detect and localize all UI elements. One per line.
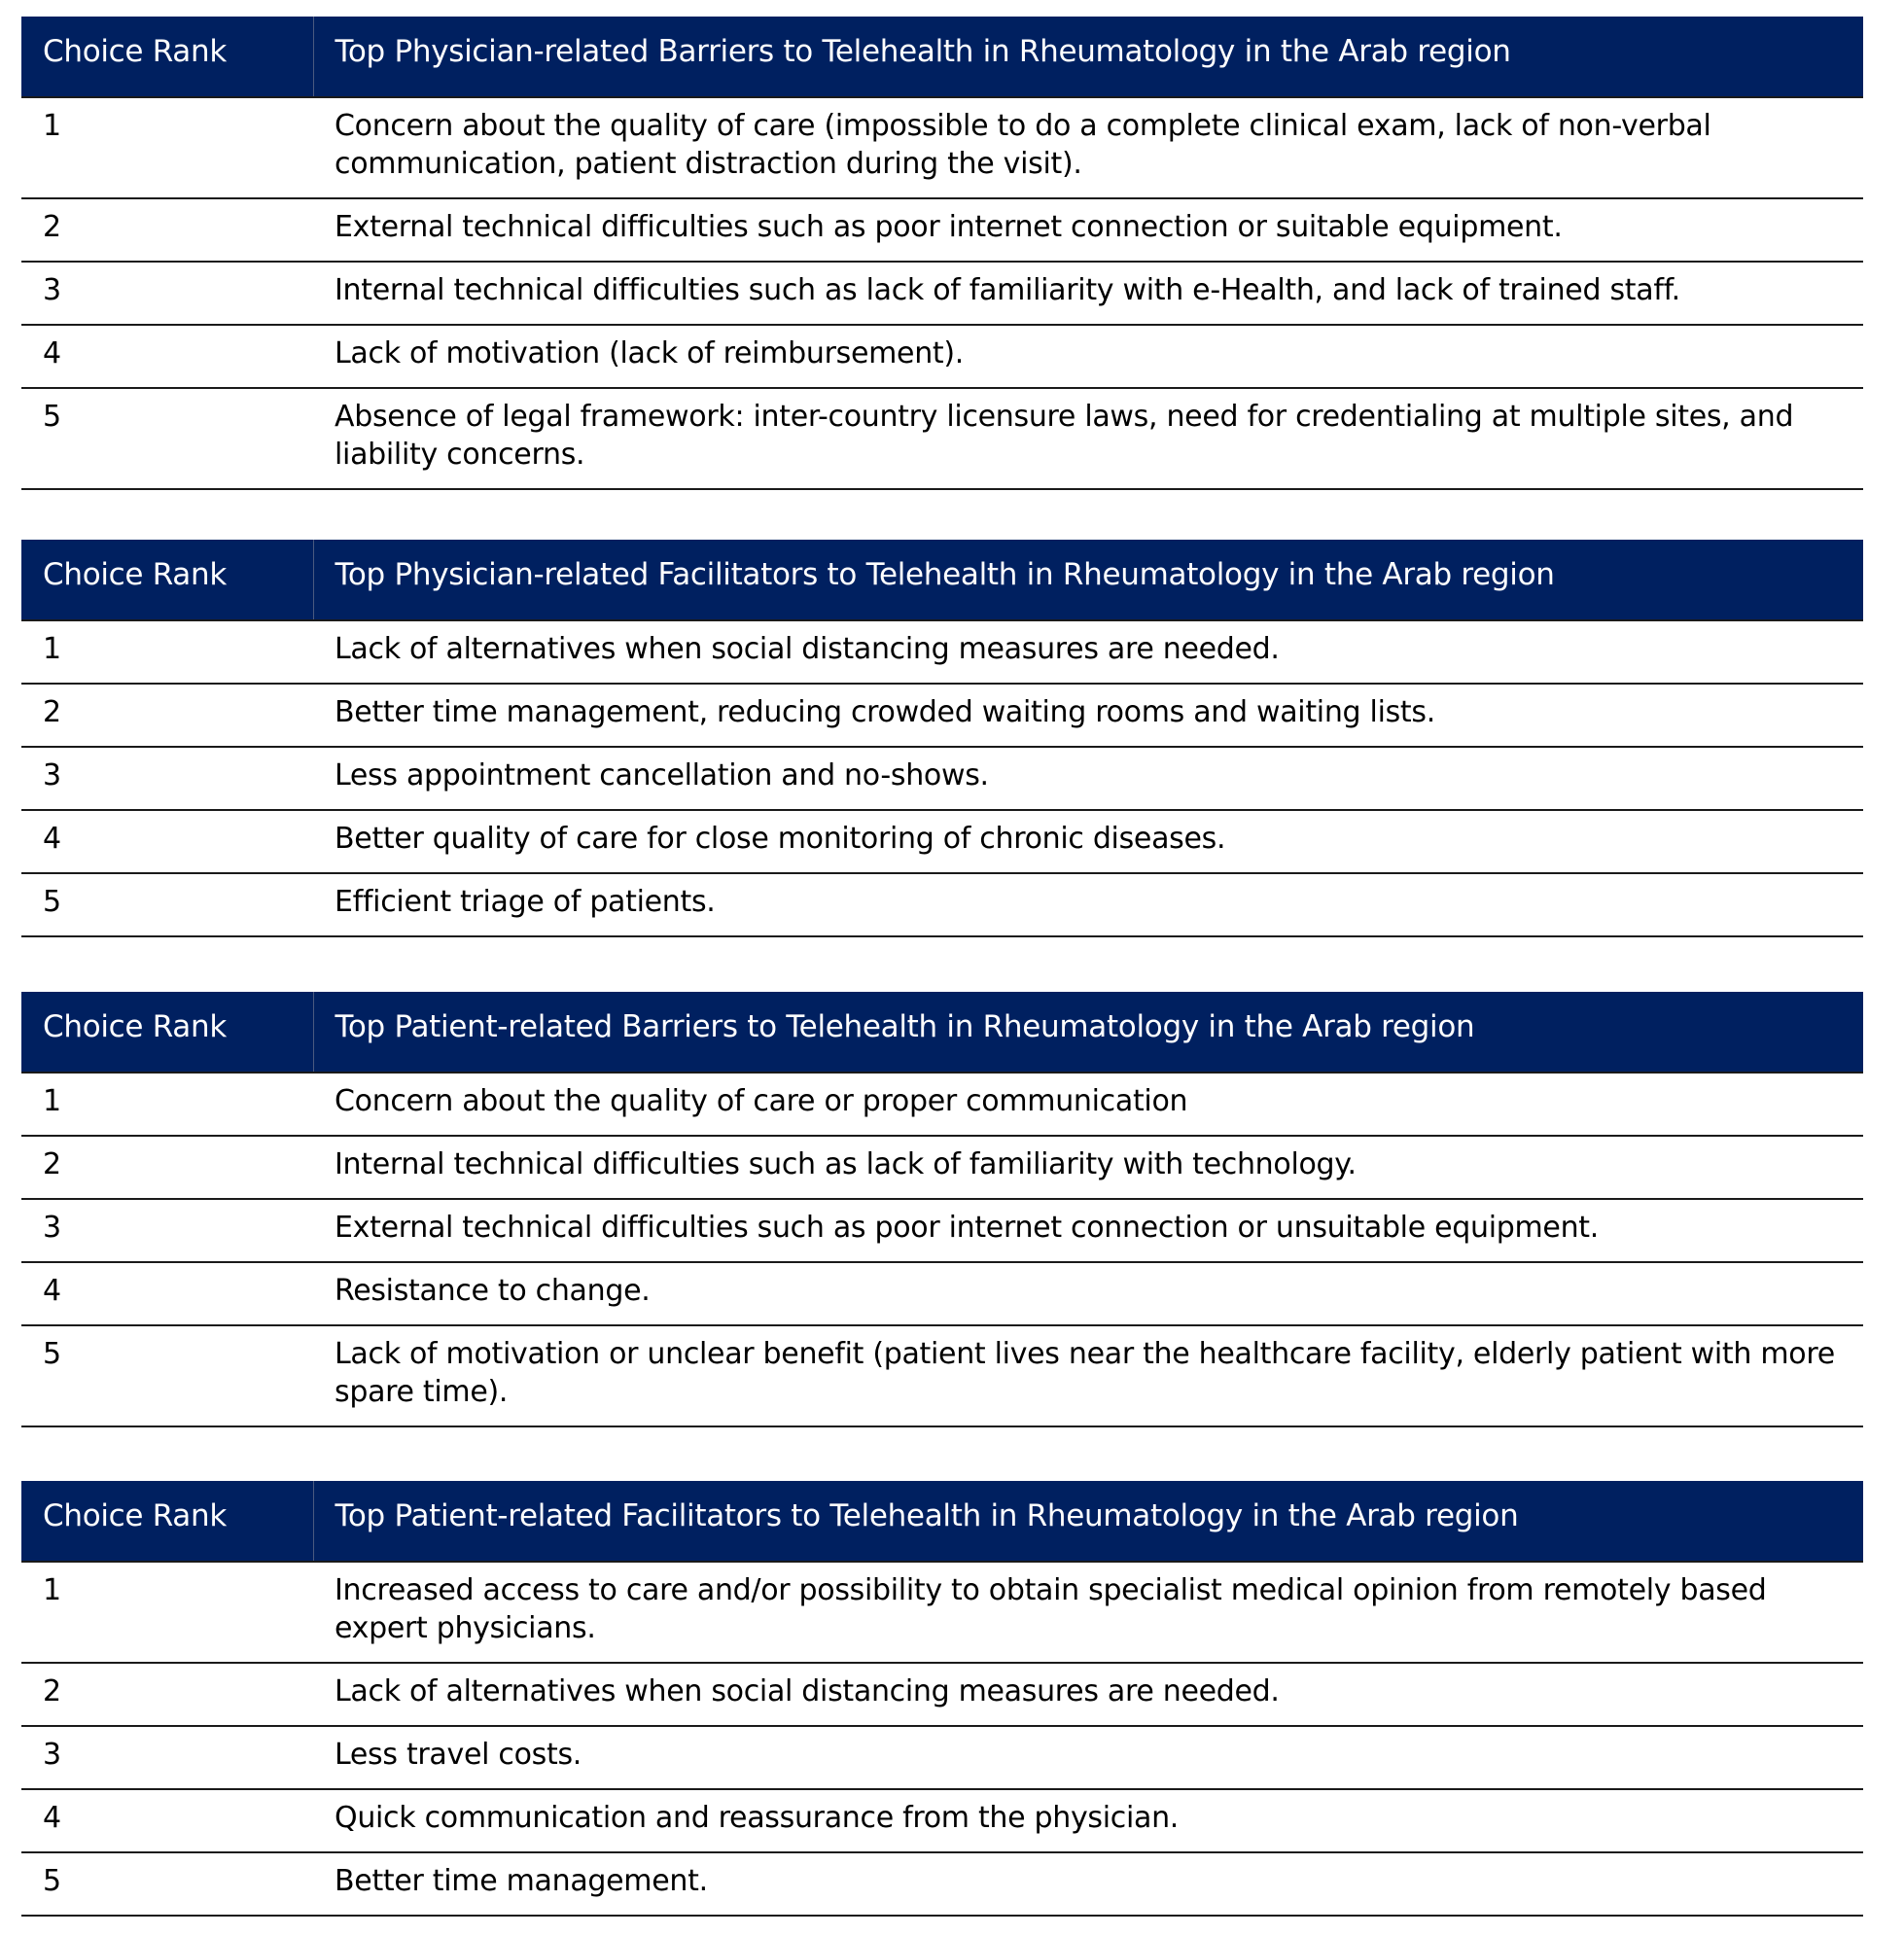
table-row bbox=[21, 620, 1863, 684]
table-row bbox=[21, 1789, 1863, 1852]
item-cell: Efficient triage of patients. bbox=[313, 873, 1863, 936]
table-row bbox=[21, 873, 1863, 936]
item-cell: Quick communication and reassurance from the physician. bbox=[313, 1789, 1863, 1852]
item-cell: Lack of motivation (lack of reimbursement). bbox=[313, 325, 1863, 388]
patient-barriers-table bbox=[21, 992, 1863, 1427]
item-cell: Lack of alternatives when social distancing measures are needed. bbox=[313, 1663, 1863, 1726]
table-row bbox=[21, 1136, 1863, 1199]
item-cell: Increased access to care and/or possibility to obtain specialist medical opinion from remotely based expert physicians. bbox=[313, 1562, 1863, 1663]
patient-facilitators-table bbox=[21, 1481, 1863, 1917]
header-row bbox=[21, 992, 1863, 1073]
item-cell: Internal technical difficulties such as lack of familiarity with technology. bbox=[313, 1136, 1863, 1199]
item-cell: Less appointment cancellation and no-shows. bbox=[313, 747, 1863, 810]
item-cell: Better time management, reducing crowded waiting rooms and waiting lists. bbox=[313, 684, 1863, 747]
rank-cell: 5 bbox=[21, 873, 313, 936]
item-cell: Concern about the quality of care (impossible to do a complete clinical exam, lack of non-verbal communication, patient distraction during the visit). bbox=[313, 97, 1863, 198]
item-cell: Less travel costs. bbox=[313, 1726, 1863, 1789]
item-cell: Better time management. bbox=[313, 1852, 1863, 1916]
rank-cell: 1 bbox=[21, 1562, 313, 1663]
rank-cell: 3 bbox=[21, 1199, 313, 1262]
table-row bbox=[21, 1663, 1863, 1726]
table-row bbox=[21, 388, 1863, 489]
item-cell: External technical difficulties such as poor internet connection or suitable equipment. bbox=[313, 198, 1863, 262]
rank-cell: 3 bbox=[21, 747, 313, 810]
table-row bbox=[21, 684, 1863, 747]
rank-cell: 4 bbox=[21, 325, 313, 388]
item-cell: Resistance to change. bbox=[313, 1262, 1863, 1325]
rank-cell: 2 bbox=[21, 1136, 313, 1199]
rank-cell: 4 bbox=[21, 1789, 313, 1852]
item-cell: Lack of alternatives when social distancing measures are needed. bbox=[313, 620, 1863, 684]
item-cell: Concern about the quality of care or proper communication bbox=[313, 1073, 1863, 1136]
physician-facilitators-table bbox=[21, 540, 1863, 937]
item-cell: Absence of legal framework: inter-country licensure laws, need for credentialing at multiple sites, and liability concerns. bbox=[313, 388, 1863, 489]
rank-cell: 1 bbox=[21, 97, 313, 198]
table-row bbox=[21, 810, 1863, 873]
rank-cell: 5 bbox=[21, 388, 313, 489]
table-title-header: Top Physician-related Facilitators to Telehealth in Rheumatology in the Arab region bbox=[313, 540, 1863, 620]
table-row bbox=[21, 1562, 1863, 1663]
header-row bbox=[21, 540, 1863, 620]
rank-cell: 2 bbox=[21, 1663, 313, 1726]
rank-cell: 2 bbox=[21, 684, 313, 747]
item-cell: Internal technical difficulties such as lack of familiarity with e-Health, and lack of trained staff. bbox=[313, 262, 1863, 325]
table-row bbox=[21, 1852, 1863, 1916]
table-row bbox=[21, 325, 1863, 388]
rank-cell: 2 bbox=[21, 198, 313, 262]
table-row bbox=[21, 1262, 1863, 1325]
physician-barriers-table bbox=[21, 17, 1863, 490]
rank-column-header: Choice Rank bbox=[21, 540, 313, 620]
rank-cell: 5 bbox=[21, 1325, 313, 1426]
table-row bbox=[21, 1325, 1863, 1426]
rank-cell: 4 bbox=[21, 810, 313, 873]
item-cell: External technical difficulties such as poor internet connection or unsuitable equipment. bbox=[313, 1199, 1863, 1262]
rank-column-header: Choice Rank bbox=[21, 1481, 313, 1562]
table-title-header: Top Patient-related Barriers to Telehealth in Rheumatology in the Arab region bbox=[313, 992, 1863, 1073]
table-row bbox=[21, 1199, 1863, 1262]
header-row bbox=[21, 1481, 1863, 1562]
header-row bbox=[21, 17, 1863, 97]
rank-cell: 1 bbox=[21, 1073, 313, 1136]
table-row bbox=[21, 1073, 1863, 1136]
rank-cell: 3 bbox=[21, 262, 313, 325]
table-title-header: Top Patient-related Facilitators to Telehealth in Rheumatology in the Arab region bbox=[313, 1481, 1863, 1562]
rank-cell: 5 bbox=[21, 1852, 313, 1916]
table-title-header: Top Physician-related Barriers to Telehealth in Rheumatology in the Arab region bbox=[313, 17, 1863, 97]
table-row bbox=[21, 262, 1863, 325]
table-row bbox=[21, 97, 1863, 198]
rank-column-header: Choice Rank bbox=[21, 17, 313, 97]
table-row bbox=[21, 747, 1863, 810]
rank-column-header: Choice Rank bbox=[21, 992, 313, 1073]
rank-cell: 4 bbox=[21, 1262, 313, 1325]
table-row bbox=[21, 198, 1863, 262]
item-cell: Better quality of care for close monitoring of chronic diseases. bbox=[313, 810, 1863, 873]
rank-cell: 1 bbox=[21, 620, 313, 684]
item-cell: Lack of motivation or unclear benefit (patient lives near the healthcare facility, elderly patient with more spare time). bbox=[313, 1325, 1863, 1426]
table-row bbox=[21, 1726, 1863, 1789]
rank-cell: 3 bbox=[21, 1726, 313, 1789]
